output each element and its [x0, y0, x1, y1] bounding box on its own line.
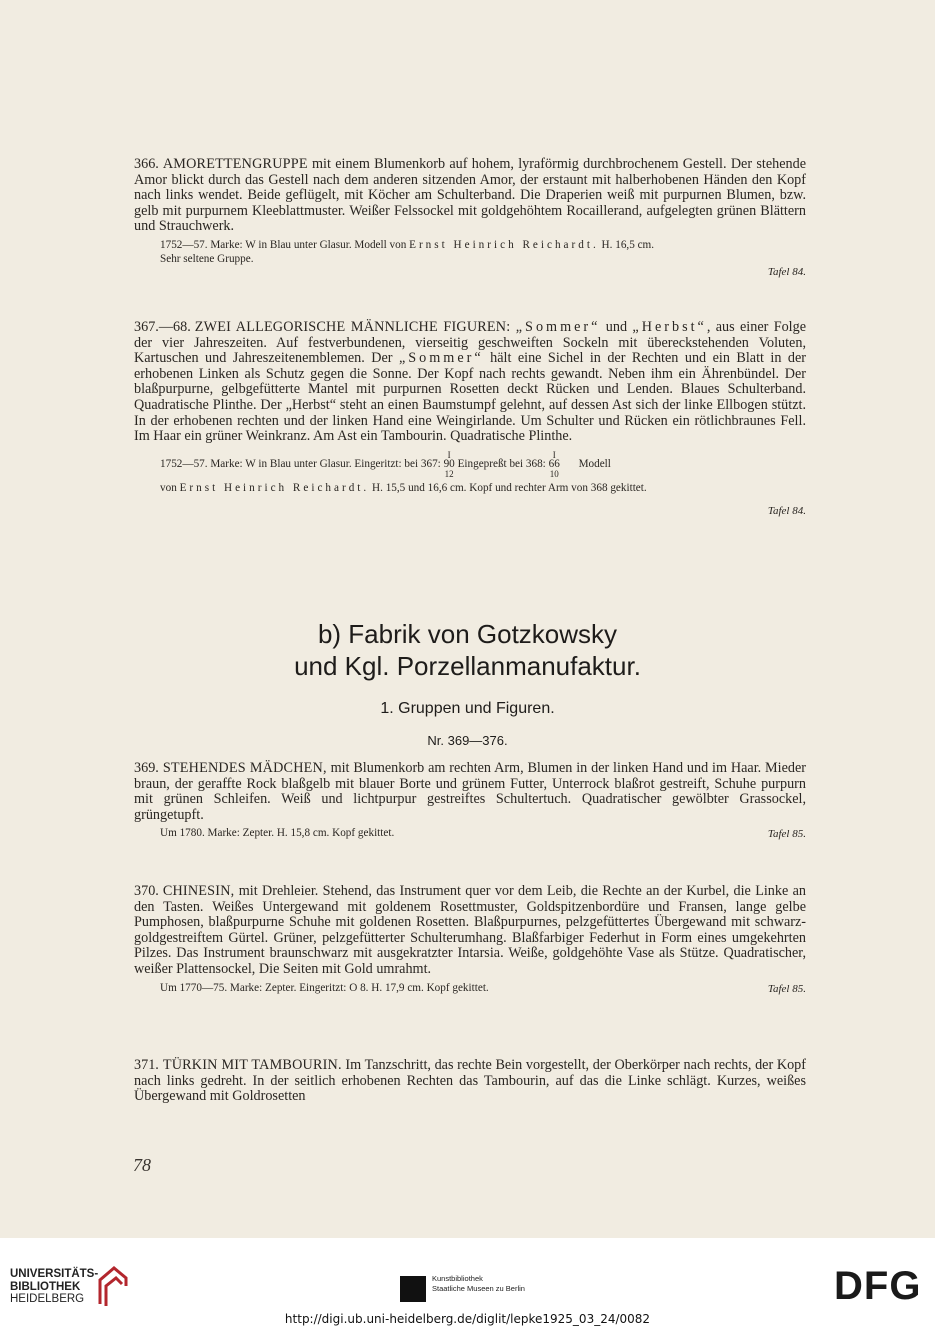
entry-note-continued: von Ernst Heinrich Reichardt. H. 15,5 und 16,6 cm. Kopf und rechter Arm von 368 gekittet.: [160, 481, 647, 494]
heidelberg-library-logo: UNIVERSITÄTS- BIBLIOTHEK HEIDELBERG: [10, 1268, 99, 1305]
entry-number: 369.: [134, 760, 159, 776]
plate-reference: Tafel 84.: [767, 265, 806, 278]
entry-title: ZWEI ALLEGORISCHE MÄNNLICHE FIGUREN:: [194, 319, 511, 335]
library-emblem-icon: [96, 1266, 130, 1308]
entry-number: 370.: [134, 883, 159, 899]
entry-text: Im Tanzschritt, das rechte Bein vorgestellt, der Oberkörper nach rechts, der Kopf nach links gedreht. In der seitlich erhobenen Rechten das Tambourin, auf das die Linke schlägt. Kurzes, weißes Übergewand mit Goldrosetten: [134, 1057, 806, 1105]
section-subheading: 1. Gruppen und Figuren.: [380, 700, 555, 717]
permalink-url[interactable]: http://digi.ub.uni-heidelberg.de/diglit/lepke1925_03_24/0082: [284, 1312, 651, 1326]
entry-note: Um 1780. Marke: Zepter. H. 15,8 cm. Kopf gekittet. Tafel 85.: [160, 827, 806, 841]
entry-369: [134, 761, 806, 840]
entry-title: TÜRKIN MIT TAMBOURIN.: [162, 1057, 342, 1073]
entry-text: mit Drehleier. Stehend, das Instrument quer vor dem Leib, die Rechte an der Kurbel, die Linke an den Tasten. Weißes Untergewand mit goldenem Rosettmuster, Goldspitzenbordüre und Fransen, lange gelbe Pumphosen, blaßpurpurne Schuhe mit goldenen Rosetten. Blaßpurpurnes, pelzgefüttertes Übergewand mit schwarz-goldgestreiftem Gürtel. Grüner, pelzgefütterter Schulterumhang. Blaßfarbiger Federhut in Form eines umgekehrten Pilzes. Das Instrument braunschwarz mit ausgekratzter Intarsia. Weiße, goldgehöhte Vase als Stütze. Quadratischer, weißer Plattensockel, Die Seiten mit Gold umrahmt.: [134, 883, 807, 977]
kunstbibliothek-label: Kunstbibliothek Staatliche Museen zu Berlin: [432, 1274, 525, 1293]
entry-number: 367.—68.: [134, 319, 191, 335]
entry-text-continued: hält eine Sichel in der Rechten und ein Blatt in der erhobenen Linken als Schutz gegen die Sonne. Der Kopf nach rechts gewandt. Neben ihm ein Ährenbündel. Der blaßpurpurne, gelbgefütterte Mantel mit purpurnen Rosetten deckt Rücken und Lenden. Blaues Schulterband. Quadratische Plinthe. Der „Herbst“ steht an einen Baumstumpf gelehnt, auf dessen Ast sich der linke Ellbogen stützt. In der erhobenen rechten und der linken Hand eine Weingirlande. Um Schulter und Rücken ein rötlichbraunes Fell. Im Haar ein grüner Weinkranz. Am Ast ein Tambourin. Quadratische Plinthe.: [134, 350, 807, 445]
entry-note: 1752—57. Marke: W in Blau unter Glasur. Modell von Ernst Heinrich Reichardt. H. 16,5 cm. Sehr seltene Gruppe.: [160, 238, 655, 265]
entry-title: STEHENDES MÄDCHEN,: [162, 760, 327, 776]
modeller-name: Ernst Heinrich Reichardt.: [409, 238, 599, 251]
plate-reference: Tafel 85.: [767, 828, 806, 841]
entry-text: mit einem Blumenkorb auf hohem, lyraförmig durchbrochenem Gestell. Der stehende Amor blickt durch das Gestell nach dem anderen sitzenden Amor, der erstaunt mit halberhobenen Händen den Kopf nach links wendet. Beide geflügelt, mit Köcher am Schulterband. Die Draperien weiß mit purpurnen Blumen, bzw. gelb mit purpurnem Kleeblattmuster. Weißer Felssockel mit goldgehöhtem Rocaillerand, aufgelegten grünen Blättern und Strauchwerk.: [134, 156, 807, 235]
incised-mark: I 90 12: [443, 449, 455, 479]
entry-text: , aus einer Folge der vier Jahreszeiten. Auf festverbundenen, vierseitig geschweiften Sockeln mit übereckstehenden Voluten, Kartuschen und Jahreszeitenemblemen. Der: [134, 319, 807, 367]
entry-370: [134, 884, 806, 995]
plate-reference: Tafel 85.: [767, 982, 806, 995]
number-range: Nr. 369—376.: [427, 733, 508, 748]
entry-title: AMORETTENGRUPPE: [162, 156, 308, 172]
entry-text: mit Blumenkorb am rechten Arm, Blumen in der linken Hand und im Haar. Mieder braun, der geraffte Rock blaßgelb mit blauer Borte und grünem Futter, Unterrock blaßrot gestreift, Schuhe purpurn mit grünen Schleifen. Weiß und lichtpurpur gestreiftes Schultertuch. Quadratischer gewölbter Grassockel, grüngetupft.: [134, 760, 806, 823]
section-heading: b) Fabrik von Gotzkowsky und Kgl. Porzellanmanufaktur.: [294, 619, 641, 681]
entry-title: CHINESIN,: [162, 883, 235, 899]
entry-367-368: 367.—68. ZWEI ALLEGORISCHE MÄNNLICHE FIGUREN: „Sommer“ und „Herbst“, aus einer Folge der vier Jahreszeiten. Auf festverbundenen, vierseitig geschweiften Sockeln mit übereckstehenden Voluten, Kartuschen und Jahreszeitenemblemen. Der „Sommer“ hält eine Sichel in der Rechten und ein Blatt in der erhobenen Linken als Schutz gegen die Sonne. Der Kopf nach rechts gewandt. Neben ihm ein Ährenbündel. Der blaßpurpurne, gelbgefütterte Mantel mit purpurnen Rosetten deckt Rücken und Lenden. Blaues Schulterband. Quadratische Plinthe. Der „Herbst“ steht an einen Baumstumpf gelehnt, auf dessen Ast sich der linke Ellbogen stützt. In der erhobenen rechten und der linken Hand eine Weingirlande. Um Schulter und Rücken ein rötlichbraunes Fell. Im Haar ein grüner Weinkranz. Am Ast ein Tambourin. Quadratische Plinthe. 1752—57. Marke: W in Blau unter Glasur. Eingeritzt: bei 367: I 90 12 Eingepreßt bei 368: I 66 10 Modell von Ernst Heinrich Reichardt. H. 15,5 und 16,6 cm. Kopf und rechter Arm von 368 gekittet. Tafel 84.: [134, 319, 807, 517]
page-number: 78: [133, 1155, 151, 1175]
plate-reference: Tafel 84.: [767, 504, 806, 517]
entry-366: [134, 157, 806, 282]
entry-note: 1752—57. Marke: W in Blau unter Glasur. Eingeritzt: bei 367: I 90 12 Eingepreßt bei 368: I 66 10 Modell: [160, 449, 611, 479]
entry-number: 371.: [134, 1057, 159, 1073]
impressed-mark: I 66 10: [548, 449, 560, 479]
entry-note: Um 1770—75. Marke: Zepter. Eingeritzt: O 8. H. 17,9 cm. Kopf gekittet. Tafel 85.: [160, 981, 806, 995]
modeller-name: Ernst Heinrich Reichardt.: [179, 481, 370, 494]
dfg-logo: DFG: [834, 1264, 922, 1308]
rarity-note: Sehr seltene Gruppe.: [160, 252, 254, 265]
entry-number: 366.: [134, 156, 159, 172]
entry-371: [134, 1058, 806, 1105]
